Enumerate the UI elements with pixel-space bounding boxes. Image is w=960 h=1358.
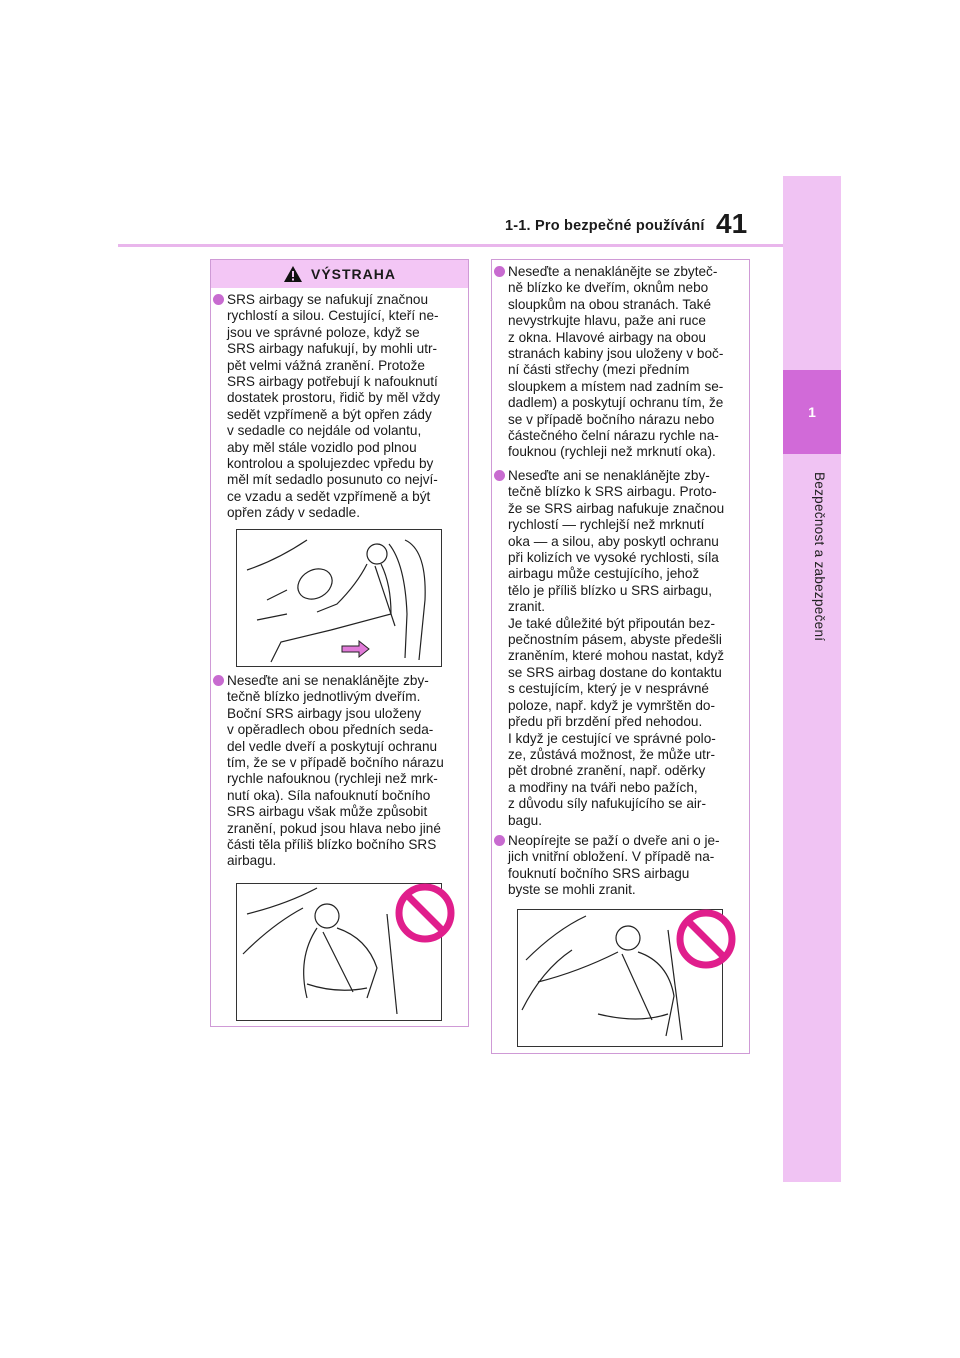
bullet-text: SRS airbagy se nafukují značnou rychlostí a silou. Cestující, kteří ne- jsou ve správné poloze, když se SRS airbagy nafukují, by mohli utr- pět velmi vážná zranění. Protože SRS airbagy potřebují k nafouknutí dostatek prostoru, řidič by měl vždy sedět vzpřímeně a být opřen zády v sedadle co nejdále od volantu, aby měl stále vozidlo pod plnou kontrolou a spolujezdec vpředu by měl mít sedadlo posunuto co nejví- ce vzadu a sedět vzpřímeně a být opřen zády v sedadle. (227, 292, 441, 521)
warning-box-left (210, 259, 469, 1027)
chapter-side-tab (783, 176, 841, 1182)
driver-seated-illustration (237, 530, 441, 666)
section-title: 1-1. Pro bezpečné používání (505, 218, 705, 234)
warning-box-right (491, 259, 750, 1054)
bullet-icon (494, 835, 505, 846)
list-item (494, 833, 746, 899)
bullet-text: Neseďte a nenaklánějte se zbyteč- ně blízko ke dveřím, oknům nebo sloupkům na obou stranách. Také nevystrkujte hlavu, paže ani ruce z okna. Hlavové airbagy na obou stranách kabiny jsou uloženy v boč- ní části střechy (mezi předním sloupkem a místem nad zadním se- dadlem) a poskytují ochranu tím, že se v případě bočního nárazu nebo částečného čelní nárazu rychle na- fouknou (rychleji než mrknutí oka). (508, 264, 724, 460)
chapter-number: 1 (783, 370, 841, 454)
prohibition-icon (675, 908, 737, 970)
bullet-text: Neseďte ani se nenaklánějte zby- tečně blízko k SRS airbagu. Proto- že se SRS airbag nafukuje značnou rychlostí — rychlejší než mrknutí oka — a silou, aby poskytl ochranu při kolizích ve vysoké rychlosti, síla airbagu může cestujícího, jehož tělo je příliš blízko u SRS airbagu, zranit. Je také důležité být připoután bez- pečnostním pásem, abyste předešli zraněním, které mohou nastat, když se SRS airbag dostane do kontaktu s cestujícím, který je v nesprávné poloze, např. když je vymrštěn do- předu při brzdění před nehodou. I když je cestující ve správné polo- ze, zůstává možnost, že může utr- pět drobné zranění, např. oděrky a modřiny na tváři nebo pažích, z důvodu síly nafukujícího se air- bagu. (508, 468, 725, 828)
list-item (213, 292, 465, 522)
bullet-icon (213, 675, 224, 686)
list-item (213, 673, 465, 870)
bullet-icon (494, 266, 505, 277)
figure-driver-posture (236, 529, 442, 667)
list-item (494, 264, 746, 461)
bullet-icon (213, 294, 224, 305)
chapter-title: Bezpečnost a zabezpečení (812, 472, 827, 642)
warning-triangle-icon (283, 265, 303, 283)
page-number: 41 (716, 208, 748, 239)
header-rule (118, 244, 783, 247)
warning-header (211, 260, 468, 288)
bullet-text: Neseďte ani se nenaklánějte zby- tečně blízko jednotlivým dveřím. Boční SRS airbagy jsou uloženy v opěradlech obou předních seda- del vedle dveří a poskytují ochranu tím, že se v případě bočního nárazu rychle nafouknou (rychleji než mrk- nutí oka). Síla nafouknutí bočního SRS airbagu však může způsobit zranění, pokud jsou hlava nebo jiné části těla příliš blízko bočního SRS airbagu. (227, 673, 444, 869)
bullet-text: Neopírejte se paží o dveře ani o je- jich vnitřní obložení. V případě na- fouknutí bočního SRS airbagu byste se mohli zranit. (508, 833, 720, 898)
prohibition-icon (394, 882, 456, 944)
list-item (494, 468, 746, 829)
warning-label: VÝSTRAHA (310, 266, 396, 282)
bullet-icon (494, 470, 505, 481)
